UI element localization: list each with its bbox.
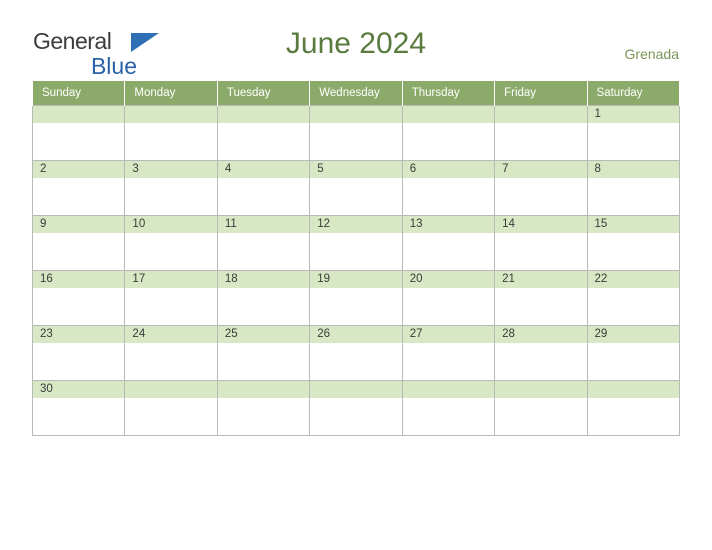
day-cell[interactable] <box>495 106 587 161</box>
day-number: 29 <box>594 328 608 340</box>
day-shade <box>495 106 586 123</box>
day-cell[interactable] <box>217 216 309 271</box>
day-number: 27 <box>409 328 423 340</box>
day-cell[interactable] <box>125 106 217 161</box>
calendar-week-row <box>33 271 680 326</box>
day-number: 11 <box>224 218 237 230</box>
day-number: 22 <box>594 273 608 285</box>
day-number: 23 <box>40 328 53 340</box>
day-cell[interactable] <box>495 161 587 216</box>
day-number <box>125 381 216 383</box>
weekday-header-tuesday: Tuesday <box>217 81 309 106</box>
day-number <box>403 106 494 108</box>
day-number <box>310 381 401 383</box>
calendar-week-row <box>33 216 680 271</box>
day-cell[interactable] <box>402 326 494 381</box>
day-cell[interactable] <box>310 381 402 436</box>
day-shade <box>310 381 401 398</box>
day-number: 8 <box>594 163 601 175</box>
day-cell[interactable] <box>402 216 494 271</box>
calendar-week-row <box>33 381 680 436</box>
day-number: 28 <box>502 328 515 340</box>
day-shade <box>588 381 679 398</box>
day-cell[interactable] <box>217 161 309 216</box>
weekday-header-sunday: Sunday <box>33 81 125 106</box>
day-cell[interactable] <box>33 106 125 161</box>
day-number <box>33 106 124 108</box>
calendar-week-row <box>33 161 680 216</box>
day-cell[interactable] <box>217 271 309 326</box>
day-shade <box>495 381 586 398</box>
day-shade <box>218 106 309 123</box>
weekday-header-thursday: Thursday <box>402 81 494 106</box>
day-number: 18 <box>224 273 238 285</box>
day-number <box>588 381 679 383</box>
day-number <box>218 381 309 383</box>
logo-text-general: General <box>33 28 112 54</box>
day-number <box>495 106 586 108</box>
day-number: 13 <box>409 218 423 230</box>
locale-label: Grenada <box>624 46 679 62</box>
day-number: 26 <box>317 328 331 340</box>
day-cell[interactable] <box>125 326 217 381</box>
day-number: 24 <box>132 328 146 340</box>
calendar-week-row <box>33 106 680 161</box>
day-cell[interactable] <box>495 216 587 271</box>
day-number: 30 <box>40 383 53 395</box>
day-number: 2 <box>40 163 47 175</box>
day-cell[interactable] <box>310 161 402 216</box>
page-title: June 2024 <box>285 27 427 60</box>
day-shade <box>403 106 494 123</box>
day-number: 16 <box>40 273 53 285</box>
day-cell[interactable] <box>310 106 402 161</box>
day-number: 4 <box>224 163 232 175</box>
day-number: 17 <box>132 273 146 285</box>
page-header <box>0 0 712 79</box>
day-cell[interactable] <box>33 161 125 216</box>
day-number: 10 <box>132 218 146 230</box>
day-cell[interactable] <box>125 271 217 326</box>
day-cell[interactable] <box>402 106 494 161</box>
day-number: 21 <box>502 273 515 285</box>
day-number: 15 <box>594 218 608 230</box>
logo-text-blue: Blue <box>90 53 137 79</box>
day-number: 6 <box>409 163 417 175</box>
day-shade <box>125 106 216 123</box>
day-number <box>310 106 401 108</box>
day-number: 14 <box>502 218 515 230</box>
day-cell[interactable] <box>310 326 402 381</box>
day-number <box>403 381 494 383</box>
day-number: 1 <box>594 108 601 120</box>
day-number <box>125 106 216 108</box>
day-cell[interactable] <box>217 106 309 161</box>
day-cell[interactable] <box>587 271 679 326</box>
day-cell[interactable] <box>33 381 125 436</box>
day-number: 3 <box>132 163 139 175</box>
day-cell[interactable] <box>125 381 217 436</box>
day-cell[interactable] <box>33 216 125 271</box>
day-cell[interactable] <box>587 326 679 381</box>
calendar-week-row <box>33 326 680 381</box>
day-number <box>218 106 309 108</box>
day-cell[interactable] <box>402 381 494 436</box>
day-number: 19 <box>317 273 331 285</box>
day-number: 25 <box>224 328 238 340</box>
day-number: 9 <box>40 218 47 230</box>
day-cell[interactable] <box>587 106 679 161</box>
weekday-header-friday: Friday <box>495 81 587 106</box>
day-number <box>495 381 586 383</box>
day-cell[interactable] <box>587 381 679 436</box>
day-cell[interactable] <box>310 216 402 271</box>
weekday-header-row <box>33 81 680 106</box>
day-number: 7 <box>502 163 509 175</box>
day-cell[interactable] <box>33 271 125 326</box>
day-cell[interactable] <box>125 161 217 216</box>
day-cell[interactable] <box>217 326 309 381</box>
day-cell[interactable] <box>217 381 309 436</box>
weekday-header-wednesday: Wednesday <box>310 81 402 106</box>
day-cell[interactable] <box>495 326 587 381</box>
day-cell[interactable] <box>402 271 494 326</box>
day-cell[interactable] <box>125 216 217 271</box>
day-number: 12 <box>317 218 331 230</box>
day-cell[interactable] <box>33 326 125 381</box>
day-number: 5 <box>317 163 324 175</box>
day-number: 20 <box>409 273 423 285</box>
day-cell[interactable] <box>402 161 494 216</box>
day-cell[interactable] <box>587 161 679 216</box>
calendar-table <box>32 80 680 436</box>
day-cell[interactable] <box>495 271 587 326</box>
weekday-header-saturday: Saturday <box>587 81 679 106</box>
day-shade <box>33 106 124 123</box>
day-shade <box>310 106 401 123</box>
day-shade <box>403 381 494 398</box>
weekday-header-monday: Monday <box>125 81 217 106</box>
day-cell[interactable] <box>495 381 587 436</box>
day-cell[interactable] <box>310 271 402 326</box>
day-shade <box>218 381 309 398</box>
day-shade <box>125 381 216 398</box>
day-cell[interactable] <box>587 216 679 271</box>
